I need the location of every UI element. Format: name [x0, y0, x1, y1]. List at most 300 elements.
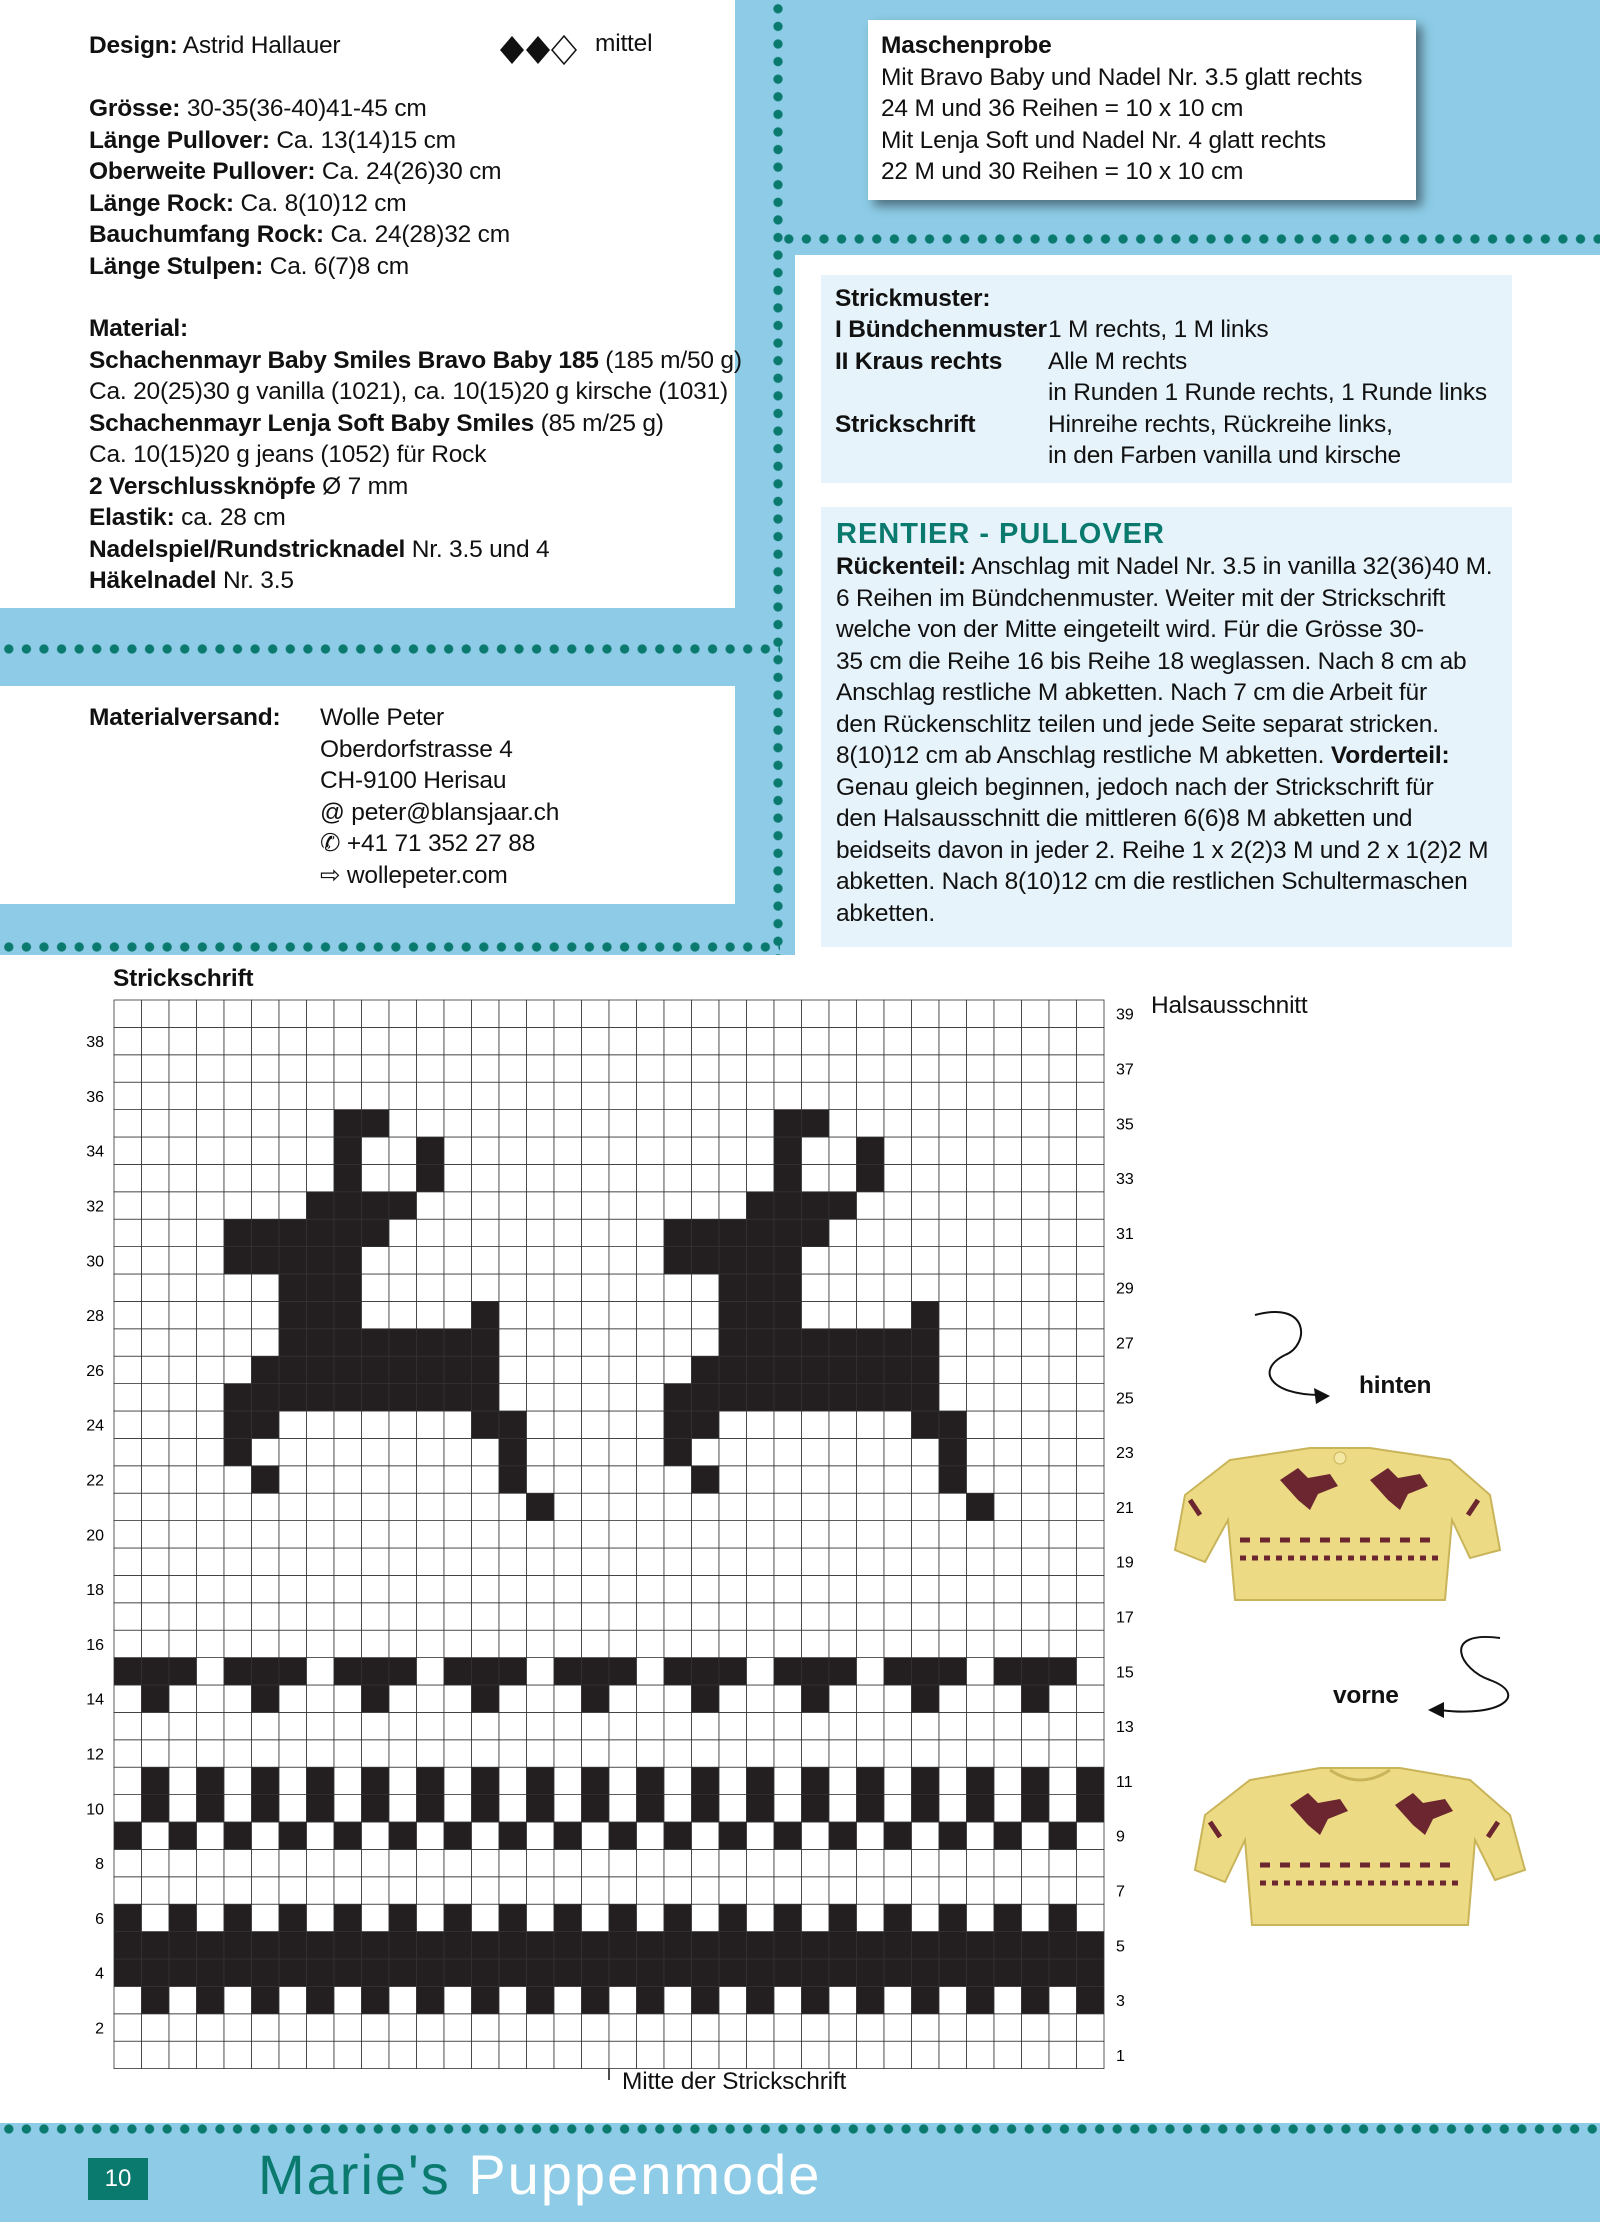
material-text: Ø 7 mm	[315, 472, 409, 500]
chart-cell-filled	[307, 1192, 335, 1219]
chart-cell-filled	[692, 1356, 720, 1383]
rentier-line	[836, 583, 1498, 615]
chart-cell	[994, 1000, 1022, 1027]
chart-cell	[279, 1575, 307, 1602]
chart-cell	[719, 1740, 747, 1767]
versand-address	[320, 702, 559, 891]
chart-cell	[499, 1849, 527, 1876]
chart-cell	[857, 1301, 885, 1328]
chart-row-label-left: 26	[86, 1362, 104, 1380]
chart-cell	[884, 1493, 912, 1520]
chart-cell-filled	[1077, 1932, 1105, 1959]
chart-cell	[554, 1575, 582, 1602]
chart-cell-filled	[444, 1932, 472, 1959]
chart-cell	[389, 1164, 417, 1191]
chart-cell	[197, 1164, 225, 1191]
chart-cell	[857, 1247, 885, 1274]
chart-cell	[609, 1356, 637, 1383]
rentier-text-part: abketten. Nach 8(10)12 cm die restlichen Schultermaschen	[836, 868, 1468, 895]
chart-cell	[582, 1740, 610, 1767]
chart-cell	[197, 1849, 225, 1876]
chart-cell	[802, 1055, 830, 1082]
chart-cell	[472, 1712, 500, 1739]
chart-cell	[1049, 1384, 1077, 1411]
chart-cell	[197, 1274, 225, 1301]
chart-cell	[279, 1767, 307, 1794]
chart-cell	[417, 1027, 445, 1054]
footer-title-b: Puppenmode	[468, 2143, 822, 2206]
chart-cell	[554, 1055, 582, 1082]
chart-cell	[912, 1055, 940, 1082]
chart-cell	[142, 1877, 170, 1904]
chart-cell-filled	[169, 1904, 197, 1931]
chart-cell	[967, 1082, 995, 1109]
chart-cell	[719, 1685, 747, 1712]
chart-cell	[1022, 1849, 1050, 1876]
chart-cell	[499, 1795, 527, 1822]
chart-cell	[939, 1575, 967, 1602]
chart-cell	[389, 1027, 417, 1054]
chart-cell	[554, 1164, 582, 1191]
chart-cell	[307, 1110, 335, 1137]
size-label: Grösse:	[89, 95, 181, 122]
chart-cell-filled	[829, 1932, 857, 1959]
maschenprobe-line: 22 M und 30 Reihen = 10 x 10 cm	[881, 158, 1244, 185]
chart-cell-filled	[609, 1658, 637, 1685]
chart-cell	[994, 1301, 1022, 1328]
chart-cell	[1077, 1849, 1105, 1876]
chart-cell	[307, 1027, 335, 1054]
chart-cell-filled	[664, 1384, 692, 1411]
chart-cell-filled	[224, 1384, 252, 1411]
chart-cell	[472, 1000, 500, 1027]
chart-cell-filled	[774, 1247, 802, 1274]
chart-cell	[719, 2041, 747, 2068]
chart-cell	[554, 1438, 582, 1465]
chart-cell	[554, 1110, 582, 1137]
chart-cell-filled	[939, 1904, 967, 1931]
chart-cell	[169, 1329, 197, 1356]
chart-cell	[224, 1000, 252, 1027]
material-line	[89, 502, 749, 534]
chart-cell	[499, 1493, 527, 1520]
chart-cell	[857, 1438, 885, 1465]
chart-title: Strickschrift	[113, 965, 254, 992]
chart-cell	[527, 1055, 555, 1082]
chart-cell-filled	[774, 1822, 802, 1849]
chart-cell	[362, 1137, 390, 1164]
chart-cell	[472, 1274, 500, 1301]
chart-cell	[664, 2014, 692, 2041]
chart-cell	[637, 1685, 665, 1712]
chart-row-label-right: 9	[1116, 1828, 1125, 1846]
maschenprobe-line: 24 M und 36 Reihen = 10 x 10 cm	[881, 95, 1244, 122]
chart-cell	[829, 1685, 857, 1712]
arrow-hinten-icon	[1250, 1300, 1360, 1410]
chart-cell-filled	[692, 1466, 720, 1493]
chart-cell	[637, 1274, 665, 1301]
chart-cell	[802, 1247, 830, 1274]
chart-cell-filled	[912, 1932, 940, 1959]
chart-cell	[142, 1164, 170, 1191]
chart-cell	[472, 1110, 500, 1137]
chart-cell	[884, 1740, 912, 1767]
chart-cell	[664, 1740, 692, 1767]
chart-cell-filled	[224, 1932, 252, 1959]
chart-cell	[939, 1000, 967, 1027]
chart-cell	[939, 2014, 967, 2041]
chart-cell	[1077, 1740, 1105, 1767]
chart-cell	[444, 1027, 472, 1054]
chart-cell	[609, 1192, 637, 1219]
chart-cell	[802, 1849, 830, 1876]
chart-cell	[692, 1192, 720, 1219]
chart-cell	[939, 1247, 967, 1274]
chart-cell-filled	[417, 1356, 445, 1383]
chart-cell	[719, 1027, 747, 1054]
chart-cell	[582, 2041, 610, 2068]
chart-cell	[664, 1986, 692, 2013]
chart-cell	[279, 1521, 307, 1548]
chart-cell	[499, 1137, 527, 1164]
chart-cell	[582, 1219, 610, 1246]
chart-cell	[472, 1466, 500, 1493]
chart-cell-filled	[939, 1959, 967, 1986]
chart-cell-filled	[719, 1904, 747, 1931]
chart-cell	[527, 1027, 555, 1054]
chart-cell	[554, 2041, 582, 2068]
chart-cell-filled	[252, 1411, 280, 1438]
chart-cell-filled	[664, 1247, 692, 1274]
chart-cell	[417, 1493, 445, 1520]
chart-cell	[307, 1466, 335, 1493]
chart-cell	[939, 1329, 967, 1356]
chart-cell	[169, 1466, 197, 1493]
chart-cell	[637, 1219, 665, 1246]
chart-cell	[169, 1685, 197, 1712]
chart-cell	[1077, 1466, 1105, 1493]
chart-cell-filled	[747, 1959, 775, 1986]
chart-cell	[912, 1712, 940, 1739]
chart-cell	[637, 1329, 665, 1356]
chart-cell	[169, 2014, 197, 2041]
chart-cell	[472, 1822, 500, 1849]
chart-cell-filled	[307, 1932, 335, 1959]
chart-cell	[307, 2014, 335, 2041]
difficulty-label: mittel	[595, 30, 653, 57]
chart-cell-filled	[719, 1822, 747, 1849]
material-line	[89, 408, 749, 440]
chart-cell-filled	[417, 1795, 445, 1822]
chart-cell-filled	[472, 1411, 500, 1438]
chart-cell	[692, 2041, 720, 2068]
chart-cell-filled	[169, 1959, 197, 1986]
rentier-line	[836, 772, 1498, 804]
chart-cell-filled	[719, 1329, 747, 1356]
chart-cell	[169, 1712, 197, 1739]
chart-cell	[1049, 1712, 1077, 1739]
chart-cell	[664, 1000, 692, 1027]
chart-cell	[609, 1685, 637, 1712]
material-line	[89, 471, 749, 503]
chart-cell	[499, 1877, 527, 1904]
chart-cell	[444, 1082, 472, 1109]
chart-cell	[939, 1548, 967, 1575]
chart-cell	[802, 2014, 830, 2041]
chart-cell	[857, 1575, 885, 1602]
chart-cell	[554, 1384, 582, 1411]
chart-row-label-left: 14	[86, 1691, 104, 1709]
chart-cell	[114, 1027, 142, 1054]
chart-cell	[1077, 1904, 1105, 1931]
chart-cell-filled	[417, 1137, 445, 1164]
chart-cell	[747, 1000, 775, 1027]
chart-cell	[1077, 1110, 1105, 1137]
chart-cell	[994, 1164, 1022, 1191]
chart-cell-filled	[747, 1247, 775, 1274]
material-bold: 2 Verschlussknöpfe	[89, 472, 316, 500]
rentier-line	[836, 740, 1498, 772]
chart-cell	[389, 1055, 417, 1082]
chart-cell	[1049, 1192, 1077, 1219]
chart-cell	[857, 1000, 885, 1027]
chart-cell	[912, 1548, 940, 1575]
material-line	[89, 376, 749, 408]
chart-cell-filled	[334, 1219, 362, 1246]
chart-cell	[637, 1164, 665, 1191]
chart-cell	[197, 1329, 225, 1356]
chart-cell	[857, 1110, 885, 1137]
chart-cell	[994, 2041, 1022, 2068]
chart-cell	[142, 1027, 170, 1054]
chart-cell	[389, 1712, 417, 1739]
rentier-text-part: 6 Reihen im Bündchenmuster. Weiter mit der Strickschrift	[836, 584, 1446, 612]
chart-cell	[169, 1411, 197, 1438]
chart-cell	[884, 1466, 912, 1493]
chart-cell	[334, 1877, 362, 1904]
chart-cell-filled	[499, 1932, 527, 1959]
chart-cell	[582, 1521, 610, 1548]
chart-row-label-right: 5	[1116, 1938, 1125, 1956]
chart-cell	[389, 1877, 417, 1904]
chart-cell	[637, 1740, 665, 1767]
chart-cell	[224, 1027, 252, 1054]
chart-cell-filled	[1022, 1959, 1050, 1986]
chart-cell	[719, 1493, 747, 1520]
chart-cell	[114, 1055, 142, 1082]
chart-cell	[664, 1685, 692, 1712]
chart-cell-filled	[279, 1301, 307, 1328]
chart-cell	[1022, 1575, 1050, 1602]
chart-cell	[857, 1055, 885, 1082]
chart-cell	[802, 1493, 830, 1520]
chart-cell	[664, 1110, 692, 1137]
chart-cell-filled	[719, 1301, 747, 1328]
chart-cell	[417, 1301, 445, 1328]
footer-title-a: Marie's	[258, 2143, 451, 2206]
chart-cell-filled	[802, 1192, 830, 1219]
chart-cell-filled	[334, 1164, 362, 1191]
chart-cell	[417, 1849, 445, 1876]
chart-cell	[417, 1247, 445, 1274]
chart-cell	[967, 1822, 995, 1849]
chart-cell-filled	[1077, 1795, 1105, 1822]
chart-cell-filled	[142, 1658, 170, 1685]
chart-cell-filled	[802, 1767, 830, 1794]
chart-cell	[554, 1027, 582, 1054]
chart-cell	[527, 1082, 555, 1109]
chart-cell-filled	[1049, 1959, 1077, 1986]
chart-cell-filled	[444, 1658, 472, 1685]
chart-cell	[142, 1247, 170, 1274]
chart-cell	[609, 1603, 637, 1630]
chart-cell	[664, 1466, 692, 1493]
chart-cell	[554, 1493, 582, 1520]
chart-cell	[884, 1027, 912, 1054]
chart-cell	[637, 1877, 665, 1904]
chart-cell-filled	[692, 1795, 720, 1822]
chart-cell	[527, 1137, 555, 1164]
chart-cell	[692, 1137, 720, 1164]
chart-cell	[637, 1521, 665, 1548]
chart-cell	[747, 1466, 775, 1493]
dotted-divider-right-top	[780, 232, 1600, 246]
chart-cell-filled	[307, 1959, 335, 1986]
chart-cell-filled	[829, 1356, 857, 1383]
chart-cell	[857, 2041, 885, 2068]
sweater-back-photo	[1160, 1440, 1510, 1610]
chart-cell	[582, 1055, 610, 1082]
chart-cell	[114, 1164, 142, 1191]
chart-cell	[1049, 1274, 1077, 1301]
chart-cell	[829, 1247, 857, 1274]
chart-cell	[142, 1603, 170, 1630]
chart-cell	[774, 1000, 802, 1027]
chart-cell	[554, 1630, 582, 1657]
chart-cell-filled	[417, 1384, 445, 1411]
chart-cell	[1049, 1466, 1077, 1493]
chart-row-label-right: 11	[1116, 1773, 1133, 1791]
chart-cell	[1077, 1630, 1105, 1657]
chart-cell	[1077, 1521, 1105, 1548]
chart-cell	[444, 2014, 472, 2041]
chart-cell	[884, 1301, 912, 1328]
chart-cell	[829, 2014, 857, 2041]
chart-cell	[1049, 1767, 1077, 1794]
chart-cell-filled	[554, 1658, 582, 1685]
chart-cell	[1022, 1137, 1050, 1164]
chart-cell	[912, 1164, 940, 1191]
chart-cell-filled	[664, 1822, 692, 1849]
chart-cell-filled	[664, 1411, 692, 1438]
chart-cell	[554, 1877, 582, 1904]
chart-cell	[609, 1247, 637, 1274]
chart-cell	[554, 1795, 582, 1822]
size-row	[89, 188, 510, 220]
maschenprobe-title: Maschenprobe	[881, 32, 1052, 59]
chart-cell-filled	[527, 1986, 555, 2013]
chart-cell-filled	[527, 1959, 555, 1986]
chart-cell	[967, 1356, 995, 1383]
chart-cell	[169, 1575, 197, 1602]
chart-cell	[444, 1000, 472, 1027]
chart-cell	[747, 1548, 775, 1575]
chart-cell	[719, 1466, 747, 1493]
chart-row-label-left: 34	[86, 1143, 104, 1161]
chart-cell-filled	[444, 1904, 472, 1931]
chart-cell	[417, 1904, 445, 1931]
chart-cell	[197, 1575, 225, 1602]
chart-cell	[692, 1438, 720, 1465]
chart-cell	[307, 2041, 335, 2068]
chart-cell	[912, 1575, 940, 1602]
chart-cell-filled	[857, 1384, 885, 1411]
chart-cell-filled	[994, 1822, 1022, 1849]
chart-cell-filled	[637, 1986, 665, 2013]
chart-cell-filled	[719, 1384, 747, 1411]
chart-cell	[362, 1740, 390, 1767]
size-value: Ca. 8(10)12 cm	[240, 189, 407, 217]
chart-cell	[939, 1712, 967, 1739]
chart-cell	[417, 1082, 445, 1109]
chart-cell	[114, 1575, 142, 1602]
chart-cell	[169, 1274, 197, 1301]
size-row	[89, 156, 510, 188]
chart-row-label-right: 3	[1116, 1993, 1125, 2011]
chart-cell	[664, 1849, 692, 1876]
chart-cell	[527, 1274, 555, 1301]
chart-cell	[912, 1904, 940, 1931]
chart-cell	[637, 1603, 665, 1630]
chart-cell	[197, 1658, 225, 1685]
strickmuster-title: Strickmuster:	[835, 285, 991, 312]
chart-cell	[664, 1767, 692, 1794]
chart-cell	[802, 1411, 830, 1438]
maschenprobe-line: Mit Bravo Baby und Nadel Nr. 3.5 glatt rechts	[881, 63, 1363, 91]
chart-cell-filled	[884, 1959, 912, 1986]
chart-cell	[499, 1164, 527, 1191]
chart-cell-filled	[582, 1767, 610, 1794]
chart-cell	[1022, 1192, 1050, 1219]
chart-cell-filled	[912, 1301, 940, 1328]
chart-cell-filled	[252, 1466, 280, 1493]
chart-cell	[334, 1630, 362, 1657]
design-value: Astrid Hallauer	[182, 32, 341, 59]
chart-cell-filled	[417, 1986, 445, 2013]
chart-cell	[527, 1466, 555, 1493]
chart-row-label-right: 35	[1116, 1116, 1134, 1134]
chart-cell	[719, 1110, 747, 1137]
chart-cell	[829, 1740, 857, 1767]
chart-cell	[884, 1630, 912, 1657]
chart-cell	[142, 1000, 170, 1027]
chart-cell	[829, 1548, 857, 1575]
chart-cell	[912, 1438, 940, 1465]
material-block	[89, 313, 749, 597]
chart-cell	[967, 1110, 995, 1137]
chart-cell	[994, 1137, 1022, 1164]
chart-cell	[417, 1411, 445, 1438]
chart-cell-filled	[197, 1959, 225, 1986]
chart-cell	[1049, 1877, 1077, 1904]
chart-cell	[142, 1301, 170, 1328]
chart-cell-filled	[334, 1658, 362, 1685]
chart-cell	[857, 1712, 885, 1739]
chart-cell-filled	[692, 1247, 720, 1274]
chart-cell	[472, 1849, 500, 1876]
chart-cell	[939, 1603, 967, 1630]
chart-cell-filled	[142, 1795, 170, 1822]
